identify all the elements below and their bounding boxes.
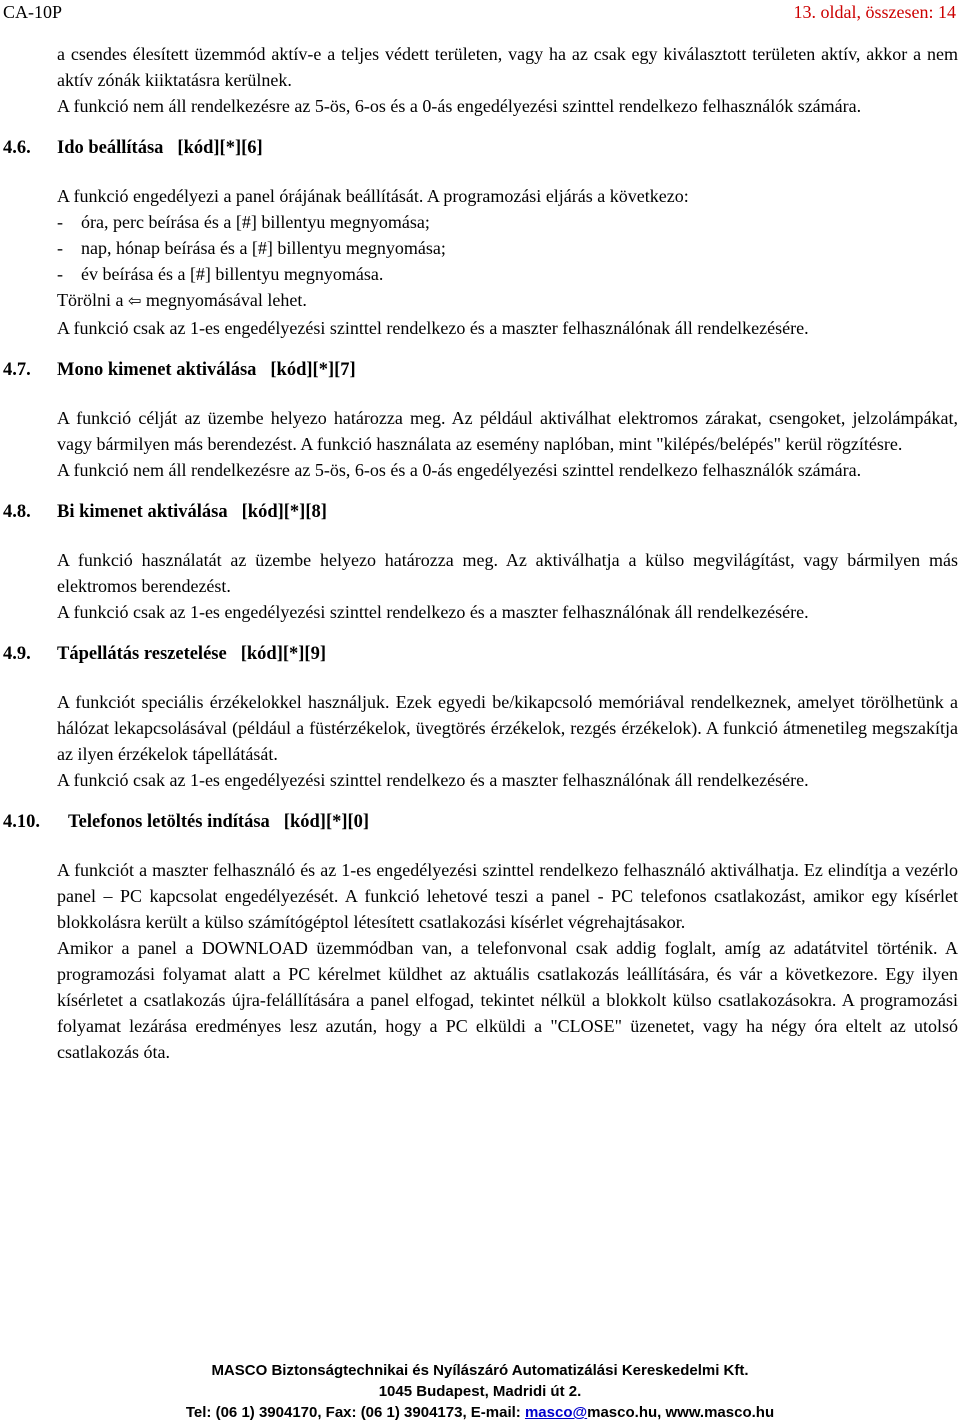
paragraph: A funkciót a maszter felhasználó és az 1-es engedélyezési szinttel rendelkezo felhasználó aktiválhatja. Ez elindítja a vezérlo panel – PC kapcsolat engedélyezését. A funkció lehetové teszi a panel - PC telefonos csatlakozást, amikor egy kísérlet blokkolásra került a külso számítógéptol létesített csatlakozási kísérlet végrehajtásakor. xyxy=(57,860,958,932)
section-number: 4.6. xyxy=(3,138,31,158)
intro-paragraph-2: A funkció nem áll rendelkezésre az 5-ös, 6-os és a 0-ás engedélyezési szinttel rendelkezo felhasználók számára. xyxy=(57,96,862,116)
page-counter: 13. oldal, összesen: 14 xyxy=(793,2,956,22)
list-item: - nap, hónap beírása és a [#] billentyu megnyomása; xyxy=(57,235,958,261)
footer-address: 1045 Budapest, Madridi út 2. xyxy=(378,1383,582,1400)
paragraph: A funkciót speciális érzékelokkel használjuk. Ezek egyedi be/kikapcsoló memóriával rendelkeznek, amelyet törölhetünk a hálózat lekapcsolásával (például a füstérzékelok, üvegtörés érzékelok, rezgés érzékelok). A funkció átmenetileg megszakítja az ilyen érzékelok tápellátását. xyxy=(57,692,958,764)
section-title: Mono kimenet aktiválása xyxy=(57,360,257,380)
delete-text-pre: Törölni a xyxy=(57,290,124,310)
section-number: 4.10. xyxy=(3,812,40,832)
section-heading-4-6 xyxy=(3,135,958,161)
section-heading-4-8 xyxy=(3,499,958,525)
procedure-list xyxy=(57,209,958,287)
footer-company: MASCO Biztonságtechnikai és Nyílászáró Automatizálási Kereskedelmi Kft. xyxy=(211,1362,749,1379)
section-number: 4.7. xyxy=(3,360,31,380)
section-number: 4.9. xyxy=(3,644,31,664)
section-heading-4-7 xyxy=(3,357,958,383)
intro-paragraph-1: a csendes élesített üzemmód aktív-e a teljes védett területen, vagy ha az csak egy kiválasztott területen aktív, akkor a nem aktív zónák kiiktatásra kerülnek. xyxy=(57,44,958,90)
section-heading-4-10 xyxy=(3,809,958,835)
paragraph: A funkció csak az 1-es engedélyezési szinttel rendelkezo és a maszter felhasználónak áll rendelkezésére. xyxy=(57,318,809,338)
section-title: Tápellátás reszetelése xyxy=(57,644,227,664)
section-code: [kód][*][6] xyxy=(177,138,263,158)
footer-contact xyxy=(0,1402,960,1423)
paragraph: A funkció csak az 1-es engedélyezési szinttel rendelkezo és a maszter felhasználónak áll rendelkezésére. xyxy=(57,602,809,622)
list-item: - év beírása és a [#] billentyu megnyomása. xyxy=(57,261,958,287)
section-heading-4-9 xyxy=(3,641,958,667)
section-code: [kód][*][9] xyxy=(240,644,326,664)
section-number: 4.8. xyxy=(3,502,31,522)
section-title: Telefonos letöltés indítása xyxy=(68,812,270,832)
document-body xyxy=(3,41,958,1065)
paragraph: A funkció engedélyezi a panel órájának beállítását. A programozási eljárás a következo: xyxy=(57,186,689,206)
page-header xyxy=(0,0,960,26)
page-footer xyxy=(0,1360,960,1423)
footer-contact-pre: Tel: (06 1) 3904170, Fax: (06 1) 3904173, E-mail: xyxy=(185,1404,521,1421)
left-arrow-icon: ⇦ xyxy=(127,293,142,310)
list-item: - óra, perc beírása és a [#] billentyu megnyomása; xyxy=(57,209,958,235)
paragraph: Amikor a panel a DOWNLOAD üzemmódban van, a telefonvonal csak addig foglalt, amíg az adatátvitel történik. A programozási folyamat alatt a PC kérelmet küldhet az aktuális csatlakozás leállítására, és vár a következore. Egy ilyen kísérletet a csatlakozás újra-felállítására a panel elfogad, tekintet nélkül a blokkolt külso csatlakozásokra. A programozási folyamat lezárása eredményes lesz azután, hogy a PC elküldi a "CLOSE" üzenetet, vagy ha négy óra eltelt az utolsó csatlakozás óta. xyxy=(57,938,958,1062)
section-code: [kód][*][8] xyxy=(241,502,327,522)
email-link[interactable]: masco@ xyxy=(524,1404,588,1421)
section-code: [kód][*][0] xyxy=(283,812,370,832)
paragraph: A funkció célját az üzembe helyezo határozza meg. Az például aktiválhat elektromos zárakat, csengoket, jelzolámpákat, vagy bármilyen más berendezést. A funkció használata az esemény naplóban, mint "kilépés/belépés" kerül rögzítésre. xyxy=(57,408,958,454)
document-id: CA-10P xyxy=(3,2,63,22)
paragraph: A funkció használatát az üzembe helyezo határozza meg. Az aktiválhatja a külso megvilágítást, vagy bármilyen más elektromos berendezést. xyxy=(57,550,958,596)
paragraph: A funkció nem áll rendelkezésre az 5-ös, 6-os és a 0-ás engedélyezési szinttel rendelkezo felhasználók számára. xyxy=(57,460,862,480)
footer-contact-post: masco.hu, www.masco.hu xyxy=(587,1404,775,1421)
delete-text-post: megnyomásával lehet. xyxy=(145,290,307,310)
section-title: Ido beállítása xyxy=(57,138,164,158)
paragraph: A funkció csak az 1-es engedélyezési szinttel rendelkezo és a maszter felhasználónak áll rendelkezésére. xyxy=(57,770,809,790)
section-title: Bi kimenet aktiválása xyxy=(57,502,228,522)
section-code: [kód][*][7] xyxy=(270,360,356,380)
delete-instruction xyxy=(57,287,958,315)
